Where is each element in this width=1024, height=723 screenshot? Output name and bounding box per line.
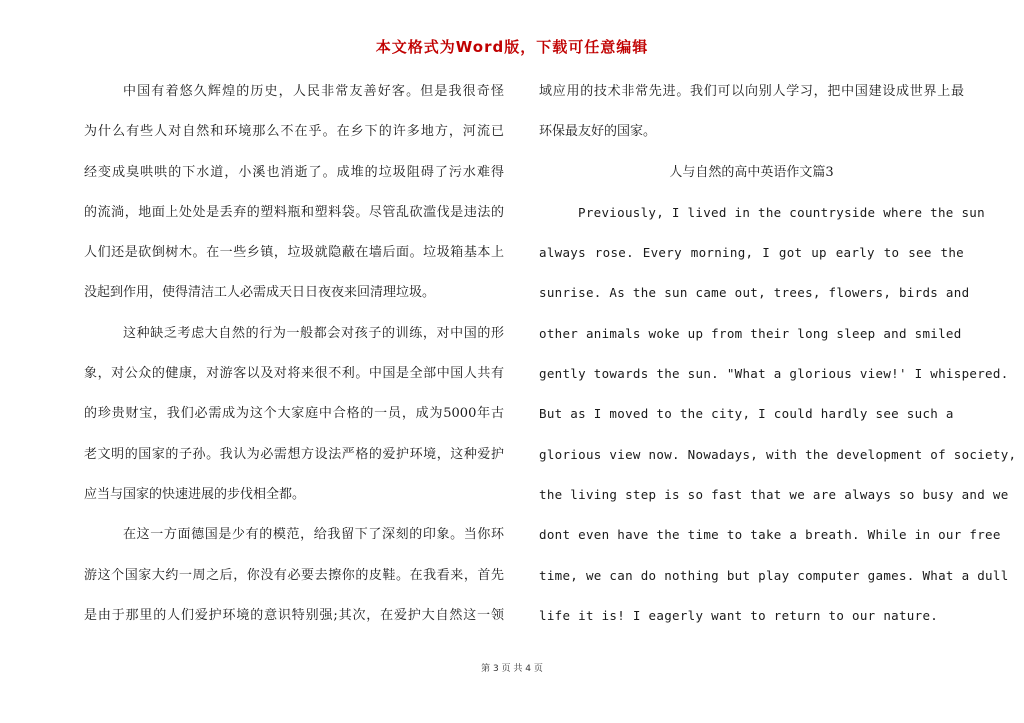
text-line: 人们还是砍倒树木。在一些乡镇，垃圾就隐蔽在墙后面。垃圾箱基本上 [84,245,504,261]
text-line: other animals woke up from their long sleep and smiled [539,325,962,341]
text-line: 的流淌，地面上处处是丢弃的塑料瓶和塑料袋。尽管乱砍滥伐是违法的 [84,204,504,220]
text-line: But as I moved to the city, I could hardly see such a [539,406,954,422]
text-line: 这种缺乏考虑大自然的行为一般都会对孩子的训练，对中国的形 [123,325,504,341]
right-text-column [539,80,1017,644]
text-line: 域应用的技术非常先进。我们可以向别人学习，把中国建设成世界上最 [539,84,964,99]
section-heading: 人与自然的高中英语作文篇3 [669,164,834,180]
text-line: 中国有着悠久辉煌的历史，人民非常友善好客。但是我很奇怪 [123,84,504,99]
text-line: 游这个国家大约一周之后，你没有必要去擦你的皮鞋。在我看来，首先 [84,567,504,583]
text-line: 象，对公众的健康，对游客以及对将来很不利。中国是全部中国人共有 [84,366,504,382]
text-line: gently towards the sun. "What a glorious view!' I whispered. [539,366,1009,382]
text-line: dont even have the time to take a breath. While in our free [539,527,1001,543]
text-line: 的珍贵财宝，我们必需成为这个大家庭中合格的一员，成为5000年古 [84,406,504,422]
text-line: always rose. Every morning, I got up early to see the [539,245,964,261]
text-line: 应当与国家的快速进展的步伐相全都。 [84,486,306,502]
text-line: 在这一方面德国是少有的模范，给我留下了深刻的印象。当你环 [123,527,504,543]
text-line: glorious view now. Nowadays, with the development of society, [539,446,1017,462]
text-line: Previously, I lived in the countryside where the sun [578,204,985,220]
text-line: 老文明的国家的子孙。我认为必需想方设法严格的爱护环境，这种爱护 [84,446,504,462]
text-line: 环保最友好的国家。 [539,124,657,140]
text-line: sunrise. As the sun came out, trees, flowers, birds and [539,285,970,301]
text-line: 没起到作用，使得清洁工人必需成天日日夜夜来回清理垃圾。 [84,285,436,301]
text-line: the living step is so fast that we are always so busy and we [539,486,1009,502]
text-line: 是由于那里的人们爱护环境的意识特别强;其次，在爱护大自然这一领 [84,607,504,623]
text-line: 为什么有些人对自然和环境那么不在乎。在乡下的许多地方，河流已 [84,124,504,140]
text-line: 经变成臭哄哄的下水道，小溪也消逝了。成堆的垃圾阻碍了污水难得 [84,164,504,180]
page-number-footer: 第 3 页 共 4 页 [481,664,543,674]
text-line: life it is! I eagerly want to return to our nature. [539,607,939,623]
text-line: time, we can do nothing but play computer games. What a dull [539,567,1009,583]
document-banner: 本文格式为Word版，下载可任意编辑 [375,38,649,56]
left-text-column [84,80,504,644]
